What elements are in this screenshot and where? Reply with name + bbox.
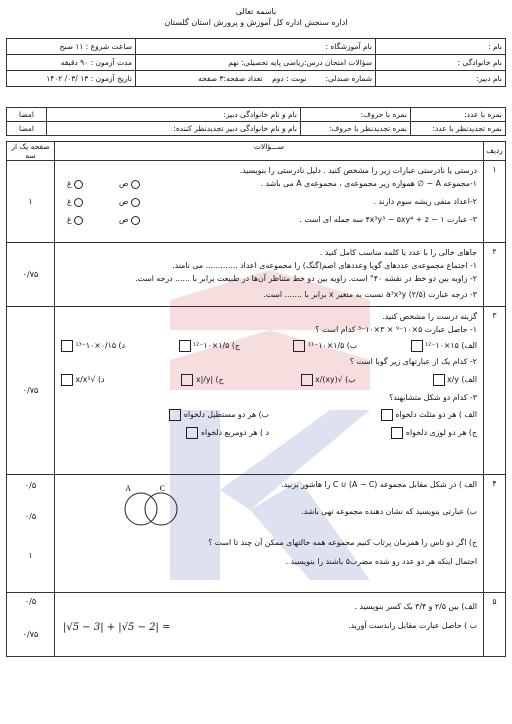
q5-part-b: ب ) حاصل عبارت مقابل رابدست آورید. <box>348 621 477 630</box>
question-number: ۲ <box>484 243 506 307</box>
q4-part-b: ب) عبارتی بنویسید که نشان دهنده مجموعه تهی باشد. <box>301 507 477 516</box>
questions-table <box>6 141 506 657</box>
true-radio[interactable] <box>131 198 140 207</box>
option-label: ب) ۱/۵×۱۰⁻¹¹ <box>307 341 358 350</box>
seat-cell <box>136 71 376 87</box>
option-checkbox[interactable] <box>169 409 181 421</box>
false-radio[interactable] <box>74 216 83 225</box>
q3-options-2 <box>61 373 477 386</box>
organization: اداره سنجش اداره کل آموزش و پرورش استان گلستان <box>164 18 348 27</box>
review-teacher: نام و نام خانوادگی دبیر تجدیدنظر کننده: <box>47 122 301 136</box>
option-checkbox[interactable] <box>381 409 393 421</box>
question-row-4 <box>7 475 506 593</box>
true-radio[interactable] <box>131 180 140 189</box>
q2-intro: جاهای خالی را با عدد یا کلمه مناسب کامل کنید . <box>319 248 477 257</box>
q5-score-a: ۰/۵ <box>24 597 37 606</box>
col-row: ردیف <box>484 142 506 161</box>
venn-label-a: A <box>125 484 131 493</box>
q1-item-2: ۲-اعداد منفی ریشه سوم دارند . <box>373 197 477 206</box>
q4-part-c2: احتمال اینکه هر دو عدد رو شده مضرب۵ باشند را بنویسید . <box>285 557 477 566</box>
venn-label-c: C <box>159 484 165 493</box>
q5-expression: |√5 − 3| + |√5 − 2| = <box>63 622 171 633</box>
score-digits: نمره با عدد: <box>411 108 506 122</box>
question-number: ۳ <box>484 307 506 475</box>
q5-part-a: الف) بین ۲/۵ و ۳/۴ یک کسر بنویسید . <box>354 602 477 611</box>
q1-item-1: ۱-مجموعه A − ∅ همواره زیر مجموعه‌ی ، مجموعه‌ی A می باشد . <box>260 179 477 188</box>
header-title <box>0 6 512 28</box>
option-label: ج) |x|/y <box>195 375 224 384</box>
option-checkbox[interactable] <box>433 374 445 386</box>
family-cell: نام خانوادگی : <box>376 55 506 71</box>
q3-part-2: ۲- کدام یک از عبارتهای زیر گویا است ؟ <box>349 357 477 366</box>
option-checkbox[interactable] <box>411 340 423 352</box>
q2-item-3: ۳- درجه عبارت (۲/۵) a³x³y نسبت به متغیر x برابر با ....... است. <box>263 290 477 299</box>
question-row-2 <box>7 243 506 307</box>
q1-item-3: ۳- عبارت ۴x³y³ − ۵xy⁴ + z − ۱ سه جمله ای است . <box>299 215 477 224</box>
true-label: ص <box>119 179 129 188</box>
option-checkbox[interactable] <box>61 374 73 386</box>
question-row-3 <box>7 307 506 475</box>
score-teacher: نام و نام خانوادگی دبیر: <box>47 108 301 122</box>
q3-options-1 <box>61 339 477 352</box>
name-cell: نام : <box>376 39 506 55</box>
col-questions: ســـؤالات <box>55 142 484 161</box>
review-sign: امضا <box>7 122 47 136</box>
q2-item-2: ۲- زاویه بین دو خط در نقشه ۴۰° است. زاویه بین دو خط متناظر آن‌ها در طبیعت برابر با ...... درجه است. <box>135 274 477 283</box>
q2-item-1: ۱- اجتماع مجموعه‌ی عددهای گویا وعددهای اصم(گنگ) را مجموعه‌ی اعداد ............. می نامند. <box>172 261 477 270</box>
review-letters: نمره تجدیدنظر با حروف: <box>301 122 411 136</box>
option-checkbox[interactable] <box>179 340 191 352</box>
question-number: ۴ <box>484 475 506 593</box>
q5-score-b: ۰/۷۵ <box>22 630 39 639</box>
question-number: ۱ <box>484 161 506 243</box>
option-checkbox[interactable] <box>391 427 403 439</box>
option-label: ج) هر دو لوزی دلخواه <box>405 428 477 437</box>
score-letters: نمره با حروف: <box>301 108 411 122</box>
option-checkbox[interactable] <box>293 340 305 352</box>
false-radio[interactable] <box>74 198 83 207</box>
teacher-cell: نام دبیر: <box>376 71 506 87</box>
option-checkbox[interactable] <box>61 340 73 352</box>
q1-intro: درستی یا نادرستی عبارات زیر را مشخص کنید . دلیل نادرستی را بنویسید. <box>239 166 477 175</box>
q1-score: ۱ <box>7 161 55 243</box>
score-sign: امضا <box>7 108 47 122</box>
question-row-1 <box>7 161 506 243</box>
option-checkbox[interactable] <box>186 427 198 439</box>
pages-label: تعداد صفحه:۳ صفحه <box>198 74 263 83</box>
option-label: ج) ۱/۵×۱۰⁻¹² <box>193 341 240 350</box>
duration-cell: مدت آزمون : ۹۰ دقیقه <box>7 55 136 71</box>
option-label: د ) هر دومربع دلخواه <box>200 428 269 437</box>
seat-label: شماره صندلی: <box>325 74 372 83</box>
option-label: الف) ۱۵×۱۰⁻¹² <box>425 341 477 350</box>
option-label: د) ۰/۱۵×۱۰⁻¹³ <box>75 341 126 350</box>
option-checkbox[interactable] <box>181 374 193 386</box>
false-label: غ <box>67 179 72 188</box>
option-label: الف) x/y <box>447 375 477 384</box>
question-number: ۵ <box>484 593 506 657</box>
turn-label: نوبت : دوم <box>272 74 307 83</box>
option-label: ب) √(xy)/x <box>315 375 356 384</box>
q4-score-b: ۰/۵ <box>24 512 37 521</box>
false-label: غ <box>67 215 72 224</box>
true-label: ص <box>119 215 129 224</box>
q3-intro: گزینه درست را مشخص کنید. <box>382 312 477 321</box>
subject-cell: سؤالات امتحان درس:ریاضی پایه تحصیلی: نهم <box>136 55 376 71</box>
q4-score-c: ۱ <box>28 551 33 560</box>
true-radio[interactable] <box>131 216 140 225</box>
q3-options-3 <box>61 408 477 439</box>
review-digits: نمره تجدیدنظر با عدد: <box>411 122 506 136</box>
q3-part-1: ۱- حاصل عبارت ۵×۱۰⁻⁹ × ۳×۱۰⁻³ کدام است ؟ <box>315 325 477 334</box>
true-label: ص <box>119 197 129 206</box>
q3-score: ۰/۷۵ <box>7 307 55 475</box>
school-cell: نام آموزشگاه : <box>136 39 376 55</box>
bismillah: باسمه تعالی <box>235 7 277 16</box>
q4-part-a: الف ) در شکل مقابل مجموعه (A − C) ∪ C را هاشور بزنید. <box>281 480 477 489</box>
option-label: الف ) هر دو مثلث دلخواه <box>395 410 477 419</box>
false-label: غ <box>67 197 72 206</box>
false-radio[interactable] <box>74 180 83 189</box>
q3-part-3: ۳- کدام دو شکل متشابهند؟ <box>389 393 477 402</box>
venn-diagram[interactable] <box>115 483 187 527</box>
question-row-5 <box>7 593 506 657</box>
q4-score-a: ۰/۵ <box>24 481 37 490</box>
option-checkbox[interactable] <box>301 374 313 386</box>
option-label: ب) هر دو مستطیل دلخواه <box>183 410 269 419</box>
scores-table <box>6 107 506 136</box>
q2-score: ۰/۷۵ <box>7 243 55 307</box>
date-cell: تاریخ آزمون : ۱۳ /۰۳/ ۱۴۰۲ <box>7 71 136 87</box>
student-info-table <box>6 38 506 87</box>
col-page: صفحه یک از سه <box>7 142 55 161</box>
option-label: د) √x/x² <box>75 375 105 384</box>
start-time-cell: ساعت شروع : ۱۱ صبح <box>7 39 136 55</box>
q4-part-c1: ج) اگر دو تاس را همزمان پرتاب کنیم مجموعه همه حالتهای ممکن آن چند تا است ؟ <box>208 538 477 547</box>
